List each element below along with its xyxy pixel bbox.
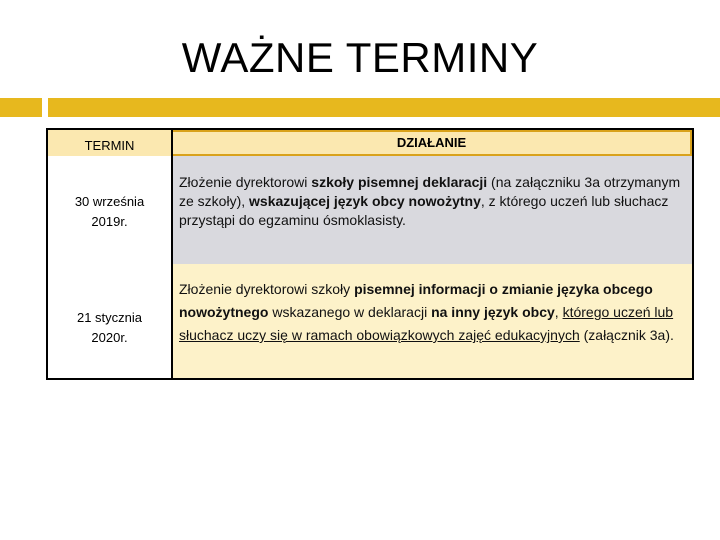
row2-action-bold: pisemnej informacji o zmianie języka obcego nowożytnego <box>179 281 653 320</box>
row2-date-line1: 21 stycznia <box>76 310 143 325</box>
row1-action-text: Złożenie dyrektorowi <box>179 174 312 190</box>
row2-date-line2: 2020r. <box>91 330 128 345</box>
header-termin: TERMIN <box>48 130 173 156</box>
row2-date <box>48 264 173 378</box>
row2-action-bold: na inny język obcy <box>431 304 555 320</box>
row1-date-line2: 2019r. <box>91 214 128 229</box>
accent-bar-right <box>48 98 720 117</box>
row2-action-underlined: którego uczeń lub słuchacz uczy się w ramach obowiązkowych zajęć edukacyjnych <box>179 304 674 343</box>
row2-action-text: (załącznik 3a). <box>579 327 674 343</box>
accent-bar-left <box>0 98 42 117</box>
row1-date-line1: 30 września <box>74 194 145 209</box>
row1-action-bold: szkoły pisemnej deklaracji <box>311 174 488 190</box>
row1-action-text: , z którego uczeń lub słuchacz przystąpi do egzaminu ósmoklasisty. <box>179 193 669 228</box>
row1-action-bold: wskazującej język obcy nowożytny <box>249 193 481 209</box>
deadlines-table <box>46 128 694 380</box>
header-dzialanie: DZIAŁANIE <box>173 130 692 156</box>
row2-action-text: Złożenie dyrektorowi szkoły <box>179 281 355 297</box>
row2-action-text: wskazanego w deklaracji <box>268 304 432 320</box>
row2-action <box>173 264 692 378</box>
row1-date <box>48 156 173 264</box>
page-title: WAŻNE TERMINY <box>181 34 539 81</box>
row2-action-text: , <box>554 304 563 320</box>
row1-action-text: (na załączniku 3a otrzymanym ze szkoły), <box>179 174 681 209</box>
row1-action <box>173 156 692 264</box>
